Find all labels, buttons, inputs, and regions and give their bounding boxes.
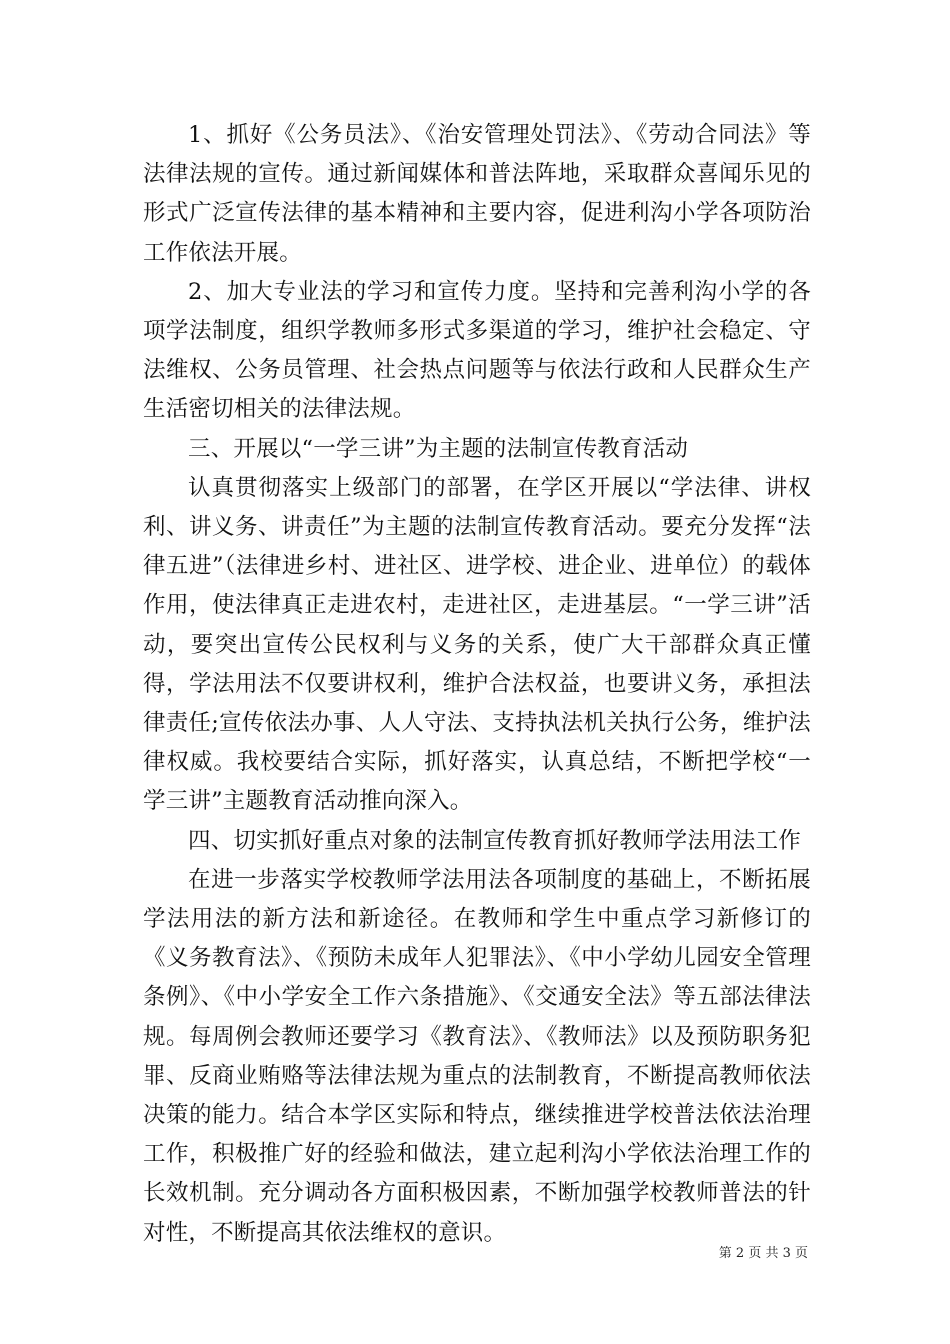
section-heading-four: 四、切实抓好重点对象的法制宣传教育抓好教师学法用法工作 xyxy=(188,827,801,854)
paragraph-one-study-three-talks: 认真贯彻落实上级部门的部署，在学区开展以“学法律、讲权利、讲义务、讲责任”为主题的法制宣传教育活动。要充分发挥“法律五进”（法律进乡村、进社区、进学校、进企业、进单位）的载体作用，使法律真正走进农村，走进社区，走进基层。“一学三讲”活动，要突出宣传公民权利与义务的关系，使广大干部群众真正懂得，学法用法不仅要讲权利，维护合法权益，也要讲义务，承担法律责任;宣传依法办事、人人守法、支持执法机关执行公务，维护法律权威。我校要结合实际，抓好落实，认真总结，不断把学校“一学三讲”主题教育活动推向深入。 xyxy=(143,474,811,815)
paragraph-professional-law-study: 2、加大专业法的学习和宣传力度。坚持和完善利沟小学的各项学法制度，组织学教师多形式多渠道的学习，维护社会稳定、守法维权、公务员管理、社会热点问题等与依法行政和人民群众生产生活密切相关的法律法规。 xyxy=(143,278,811,423)
page-number: 第 2 页 共 3 页 xyxy=(718,1246,808,1261)
document-body xyxy=(143,116,811,1253)
section-heading-three: 三、开展以“一学三讲”为主题的法制宣传教育活动 xyxy=(188,435,689,462)
paragraph-publicity-laws: 1、抓好《公务员法》、《治安管理处罚法》、《劳动合同法》等法律法规的宣传。通过新闻媒体和普法阵地，采取群众喜闻乐见的形式广泛宣传法律的基本精神和主要内容，促进利沟小学各项防治工作依法开展。 xyxy=(143,122,811,266)
paragraph-teacher-law-study: 在进一步落实学校教师学法用法各项制度的基础上，不断拓展学法用法的新方法和新途径。在教师和学生中重点学习新修订的《义务教育法》、《预防未成年人犯罪法》、《中小学幼儿园安全管理条例》、《中小学安全工作六条措施》、《交通安全法》等五部法律法规。每周例会教师还要学习《教育法》、《教师法》以及预防职务犯罪、反商业贿赂等法律法规为重点的法制教育，不断提高教师依法决策的能力。结合本学区实际和特点，继续推进学校普法依法治理工作，积极推广好的经验和做法，建立起利沟小学依法治理工作的长效机制。充分调动各方面积极因素，不断加强学校教师普法的针对性，不断提高其依法维权的意识。 xyxy=(143,866,811,1246)
